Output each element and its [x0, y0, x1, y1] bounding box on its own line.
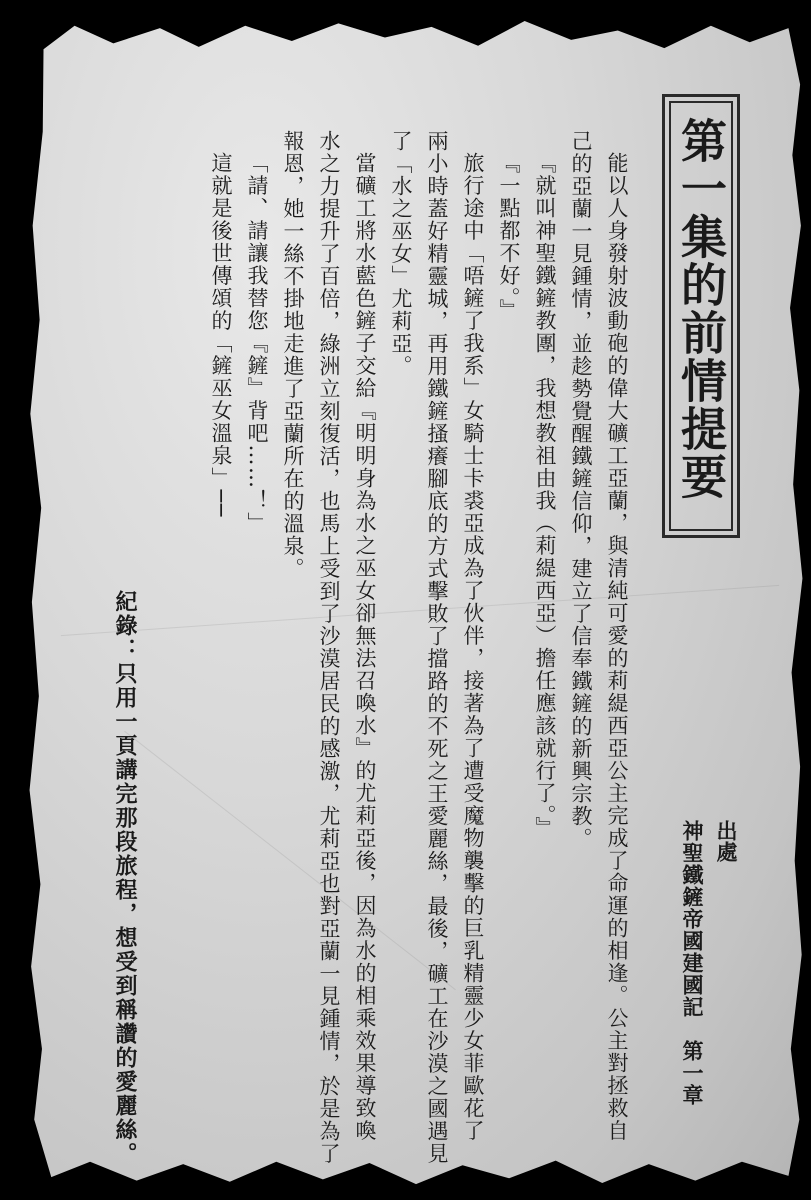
body-line-10: 報恩，她一絲不掛地走進了亞蘭所在的溫泉。	[281, 130, 305, 580]
source-label: 出處	[714, 820, 739, 862]
page-title: 第一集的前情提要	[674, 117, 728, 501]
body-line-11: 「請、請讓我替您『鏟』背吧……！」	[245, 152, 269, 535]
body-line-9: 水之力提升了百倍，綠洲立刻復活，也馬上受到了沙漠居民的感激，尤莉亞也對亞蘭一見鍾情，於是為了	[317, 130, 341, 1165]
body-line-7: 了「水之巫女」尤莉亞。	[389, 130, 413, 378]
body-line-3: 『就叫神聖鐵鏟教團，我想教祖由我（莉緹西亞）擔任應該就行了。』	[533, 152, 557, 839]
body-line-4: 『一點都不好。』	[497, 152, 521, 322]
body-line-8: 當礦工將水藍色鏟子交給『明明身為水之巫女卻無法召喚水』的尤莉亞後，因為水的相乘效果導致喚	[353, 152, 377, 1142]
body-line-2: 己的亞蘭一見鍾情，並趁勢覺醒鐵鏟信仰，建立了信奉鐵鏟的新興宗教。	[569, 130, 593, 850]
source-title: 神聖鐵鏟帝國建國記 第一章	[680, 820, 705, 1106]
title-frame	[662, 94, 740, 538]
body-line-12: 這就是後世傳頌的「鏟巫女溫泉」──	[209, 152, 233, 518]
body-line-1: 能以人身發射波動砲的偉大礦工亞蘭，與清純可愛的莉緹西亞公主完成了命運的相逢。公主對拯救自	[605, 152, 629, 1142]
record-note: 紀錄：只用一頁講完那段旅程，想受到稱讚的愛麗絲。	[112, 590, 138, 1166]
body-line-5: 旅行途中「唔鏟了我系」女騎士卡裘亞成為了伙伴，接著為了遭受魔物襲擊的巨乳精靈少女菲歐花了	[461, 152, 485, 1142]
body-line-6: 兩小時蓋好精靈城，再用鐵鏟搔癢腳底的方式擊敗了擋路的不死之王愛麗絲，最後，礦工在沙漠之國遇見	[425, 130, 449, 1165]
